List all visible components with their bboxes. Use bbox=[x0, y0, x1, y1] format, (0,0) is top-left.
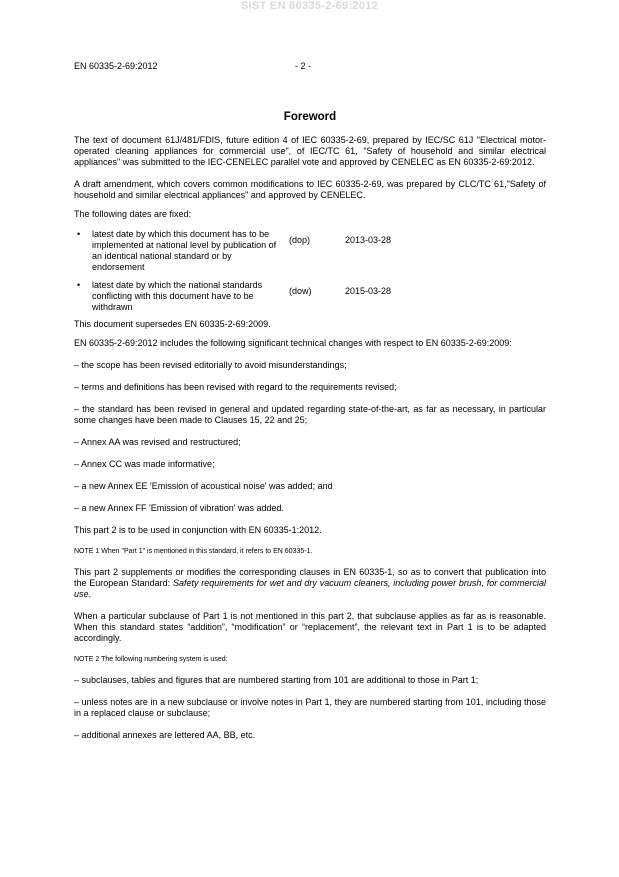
change-item: – the standard has been revised in general and updated regarding state-of-the-art, as far as necessary, in particular some changes have been made to Clauses 15, 22 and 25; bbox=[74, 404, 546, 425]
paragraph-changes-intro: EN 60335-2-69:2012 includes the following significant technical changes with respect to EN 60335-2-69:2009: bbox=[74, 338, 512, 348]
date-value: 2015-03-28 bbox=[345, 286, 392, 296]
header-page-number: - 2 - bbox=[295, 61, 312, 71]
supplements-text: This part 2 supplements or modifies the corresponding clauses in EN 60335-1, so as to convert that publication into the European Standard: bbox=[74, 567, 546, 588]
numbering-item: – subclauses, tables and figures that are numbered starting from 101 are additional to those in Part 1; bbox=[74, 675, 479, 685]
paragraph-supplements bbox=[74, 567, 546, 600]
change-item: – terms and definitions has been revised with regard to the requirements revised; bbox=[74, 382, 397, 392]
change-item: – Annex CC was made informative; bbox=[74, 459, 215, 469]
date-abbreviation: (dow) bbox=[289, 286, 312, 296]
header-doc-id: EN 60335-2-69:2012 bbox=[74, 61, 158, 71]
numbering-item: – unless notes are in a new subclause or involve notes in Part 1, they are numbered starting from 101, including those in a replaced clause or subclause; bbox=[74, 697, 546, 718]
change-item: – the scope has been revised editorially to avoid misunderstandings; bbox=[74, 360, 347, 370]
change-item: – Annex AA was revised and restructured; bbox=[74, 437, 241, 447]
date-value: 2013-03-28 bbox=[345, 235, 392, 245]
date-abbreviation: (dop) bbox=[289, 235, 311, 245]
date-description: latest date by which this document has to be implemented at national level by publication of an identical national standard or by endorsement bbox=[92, 229, 277, 272]
paragraph-conjunction: This part 2 is to be used in conjunction with EN 60335-1:2012. bbox=[74, 525, 322, 535]
date-description: latest date by which the national standards conflicting with this document have to be withdrawn bbox=[92, 280, 263, 312]
note-2: NOTE 2 The following numbering system is used: bbox=[74, 656, 228, 663]
paragraph-draft-amendment: A draft amendment, which covers common modifications to IEC 60335-2-69, was prepared by CLC/TC 61,"Safety of household and similar electrical appliances" and approved by CENELEC. bbox=[74, 179, 546, 200]
paragraph-subclause: When a particular subclause of Part 1 is not mentioned in this part 2, that subclause applies as far as is reasonable. When this standard states “addition”, “modification” or “replacement”, the relevant text in Part 1 is to be adapted accordingly. bbox=[74, 611, 546, 643]
paragraph-fdis: The text of document 61J/481/FDIS, future edition 4 of IEC 60335-2-69, prepared by IEC/SC 61J "Electrical motor-operated cleaning appliances for commercial use", of IEC/TC 61, "Safety of household and similar electrical appliances" was submitted to the IEC-CENELEC parallel vote and approved by CENELEC as EN 60335-2-69:2012. bbox=[74, 135, 546, 167]
document-body bbox=[74, 112, 546, 752]
change-item: – a new Annex FF 'Emission of vibration' was added. bbox=[74, 503, 285, 513]
paragraph-dates-intro: The following dates are fixed: bbox=[74, 209, 192, 219]
watermark: SIST EN 60335-2-69:2012 bbox=[240, 0, 379, 12]
numbering-item: – additional annexes are lettered AA, BB, etc. bbox=[74, 730, 256, 740]
supplements-end: . bbox=[88, 589, 92, 599]
note-1: NOTE 1 When "Part 1" is mentioned in this standard, it refers to EN 60335-1. bbox=[74, 548, 313, 555]
bullet-icon: • bbox=[77, 229, 81, 239]
change-item: – a new Annex EE 'Emission of acoustical noise' was added; and bbox=[74, 481, 333, 491]
dates-list bbox=[74, 228, 546, 315]
page-title: Foreword bbox=[283, 111, 337, 123]
standard-title: Safety requirements for wet and dry vacuum cleaners, including power brush, for commercial use bbox=[74, 578, 547, 599]
bullet-icon: • bbox=[77, 280, 81, 290]
paragraph-supersedes: This document supersedes EN 60335-2-69:2009. bbox=[74, 319, 271, 329]
